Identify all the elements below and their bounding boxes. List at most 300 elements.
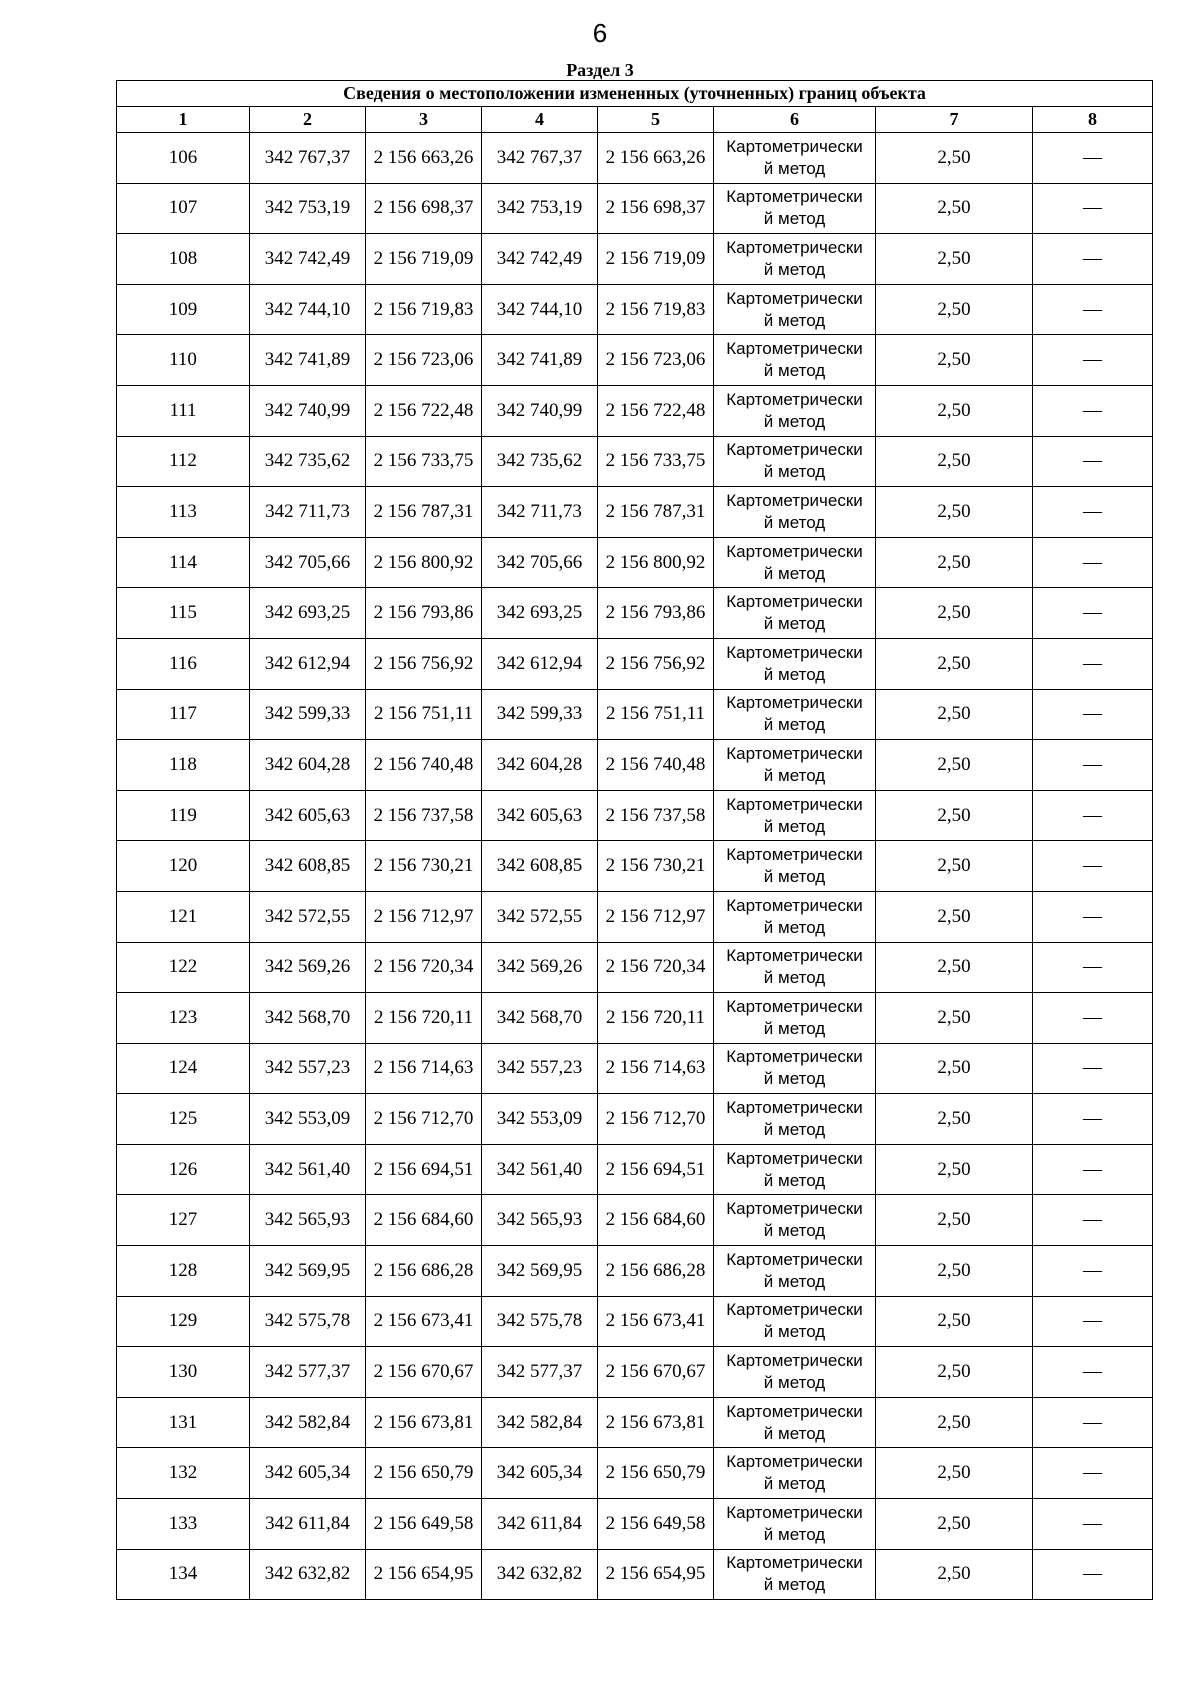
page-number: 6 xyxy=(592,18,608,48)
note-cell: — xyxy=(1033,1549,1153,1600)
point-number-cell: 130 xyxy=(117,1347,250,1398)
method-cell xyxy=(714,689,876,740)
point-number-cell: 131 xyxy=(117,1397,250,1448)
table-row xyxy=(117,1397,1153,1448)
method-cell xyxy=(714,588,876,639)
method-line-1: Картометрически xyxy=(726,1452,863,1472)
note-cell: — xyxy=(1033,1195,1153,1246)
method-line-2: й метод xyxy=(763,361,826,381)
existing-x-cell: 342 565,93 xyxy=(250,1195,366,1246)
note-cell: — xyxy=(1033,689,1153,740)
note-cell: — xyxy=(1033,1448,1153,1499)
method-cell xyxy=(714,1144,876,1195)
method-cell xyxy=(714,942,876,993)
accuracy-cell: 2,50 xyxy=(876,1195,1033,1246)
existing-y-cell: 2 156 719,83 xyxy=(366,284,482,335)
method-line-2: й метод xyxy=(763,158,826,178)
refined-x-cell: 342 767,37 xyxy=(482,133,598,184)
accuracy-cell: 2,50 xyxy=(876,537,1033,588)
method-line-2: й метод xyxy=(763,462,826,482)
accuracy-cell: 2,50 xyxy=(876,942,1033,993)
note-cell: — xyxy=(1033,1397,1153,1448)
point-number-cell: 129 xyxy=(117,1296,250,1347)
method-line-1: Картометрически xyxy=(726,592,863,612)
existing-y-cell: 2 156 714,63 xyxy=(366,1043,482,1094)
refined-x-cell: 342 711,73 xyxy=(482,487,598,538)
refined-x-cell: 342 741,89 xyxy=(482,335,598,386)
accuracy-cell: 2,50 xyxy=(876,1499,1033,1550)
column-number: 4 xyxy=(482,107,598,133)
accuracy-cell: 2,50 xyxy=(876,234,1033,285)
table-row xyxy=(117,790,1153,841)
refined-x-cell: 342 632,82 xyxy=(482,1549,598,1600)
table-row xyxy=(117,1549,1153,1600)
table-row xyxy=(117,487,1153,538)
table-row xyxy=(117,891,1153,942)
accuracy-cell: 2,50 xyxy=(876,588,1033,639)
note-cell: — xyxy=(1033,183,1153,234)
method-line-2: й метод xyxy=(763,1373,826,1393)
accuracy-cell: 2,50 xyxy=(876,841,1033,892)
method-line-2: й метод xyxy=(763,1322,826,1342)
method-cell xyxy=(714,790,876,841)
point-number-cell: 118 xyxy=(117,740,250,791)
note-cell: — xyxy=(1033,1347,1153,1398)
table-row xyxy=(117,385,1153,436)
method-line-2: й метод xyxy=(763,664,826,684)
note-cell: — xyxy=(1033,891,1153,942)
method-line-2: й метод xyxy=(763,411,826,431)
point-number-cell: 116 xyxy=(117,638,250,689)
column-number: 7 xyxy=(876,107,1033,133)
method-line-1: Картометрически xyxy=(726,1300,863,1320)
method-line-1: Картометрически xyxy=(726,845,863,865)
method-line-1: Картометрически xyxy=(726,794,863,814)
table-row xyxy=(117,740,1153,791)
point-number-cell: 133 xyxy=(117,1499,250,1550)
table-row xyxy=(117,537,1153,588)
refined-y-cell: 2 156 684,60 xyxy=(598,1195,714,1246)
existing-y-cell: 2 156 670,67 xyxy=(366,1347,482,1398)
table-body xyxy=(117,133,1153,1600)
point-number-cell: 114 xyxy=(117,537,250,588)
table-row xyxy=(117,1296,1153,1347)
note-cell: — xyxy=(1033,841,1153,892)
method-cell xyxy=(714,740,876,791)
method-line-2: й метод xyxy=(763,917,826,937)
refined-y-cell: 2 156 670,67 xyxy=(598,1347,714,1398)
method-line-1: Картометрически xyxy=(726,187,863,207)
method-line-2: й метод xyxy=(763,1018,826,1038)
table-row xyxy=(117,689,1153,740)
accuracy-cell: 2,50 xyxy=(876,1043,1033,1094)
refined-x-cell: 342 744,10 xyxy=(482,284,598,335)
existing-x-cell: 342 741,89 xyxy=(250,335,366,386)
point-number-cell: 122 xyxy=(117,942,250,993)
table-row xyxy=(117,1144,1153,1195)
existing-x-cell: 342 599,33 xyxy=(250,689,366,740)
boundary-coordinates-table xyxy=(116,80,1153,1600)
existing-y-cell: 2 156 698,37 xyxy=(366,183,482,234)
method-line-1: Картометрически xyxy=(726,1502,863,1522)
method-cell xyxy=(714,133,876,184)
refined-x-cell: 342 705,66 xyxy=(482,537,598,588)
existing-y-cell: 2 156 712,97 xyxy=(366,891,482,942)
existing-y-cell: 2 156 684,60 xyxy=(366,1195,482,1246)
refined-y-cell: 2 156 649,58 xyxy=(598,1499,714,1550)
existing-x-cell: 342 693,25 xyxy=(250,588,366,639)
note-cell: — xyxy=(1033,234,1153,285)
method-line-1: Картометрически xyxy=(726,136,863,156)
method-line-1: Картометрически xyxy=(726,693,863,713)
table-caption: Сведения о местоположении измененных (уточненных) границ объекта xyxy=(117,81,1153,107)
method-line-2: й метод xyxy=(763,1120,826,1140)
method-cell xyxy=(714,841,876,892)
refined-y-cell: 2 156 694,51 xyxy=(598,1144,714,1195)
accuracy-cell: 2,50 xyxy=(876,993,1033,1044)
note-cell: — xyxy=(1033,537,1153,588)
method-line-2: й метод xyxy=(763,563,826,583)
point-number-cell: 111 xyxy=(117,385,250,436)
refined-x-cell: 342 608,85 xyxy=(482,841,598,892)
refined-y-cell: 2 156 719,83 xyxy=(598,284,714,335)
existing-y-cell: 2 156 663,26 xyxy=(366,133,482,184)
existing-y-cell: 2 156 733,75 xyxy=(366,436,482,487)
existing-x-cell: 342 557,23 xyxy=(250,1043,366,1094)
accuracy-cell: 2,50 xyxy=(876,284,1033,335)
existing-x-cell: 342 569,95 xyxy=(250,1246,366,1297)
accuracy-cell: 2,50 xyxy=(876,790,1033,841)
method-cell xyxy=(714,183,876,234)
method-line-1: Картометрически xyxy=(726,1199,863,1219)
method-line-1: Картометрически xyxy=(726,288,863,308)
refined-x-cell: 342 557,23 xyxy=(482,1043,598,1094)
point-number-cell: 120 xyxy=(117,841,250,892)
note-cell: — xyxy=(1033,790,1153,841)
method-line-2: й метод xyxy=(763,1524,826,1544)
existing-x-cell: 342 753,19 xyxy=(250,183,366,234)
method-line-2: й метод xyxy=(763,512,826,532)
accuracy-cell: 2,50 xyxy=(876,638,1033,689)
note-cell: — xyxy=(1033,1499,1153,1550)
existing-y-cell: 2 156 686,28 xyxy=(366,1246,482,1297)
point-number-cell: 125 xyxy=(117,1094,250,1145)
existing-y-cell: 2 156 673,41 xyxy=(366,1296,482,1347)
existing-y-cell: 2 156 787,31 xyxy=(366,487,482,538)
refined-y-cell: 2 156 740,48 xyxy=(598,740,714,791)
method-cell xyxy=(714,335,876,386)
point-number-cell: 106 xyxy=(117,133,250,184)
existing-y-cell: 2 156 800,92 xyxy=(366,537,482,588)
accuracy-cell: 2,50 xyxy=(876,1144,1033,1195)
method-line-2: й метод xyxy=(763,1221,826,1241)
method-line-1: Картометрически xyxy=(726,996,863,1016)
note-cell: — xyxy=(1033,588,1153,639)
point-number-cell: 119 xyxy=(117,790,250,841)
method-cell xyxy=(714,487,876,538)
method-line-2: й метод xyxy=(763,1170,826,1190)
refined-y-cell: 2 156 737,58 xyxy=(598,790,714,841)
refined-x-cell: 342 612,94 xyxy=(482,638,598,689)
existing-y-cell: 2 156 751,11 xyxy=(366,689,482,740)
accuracy-cell: 2,50 xyxy=(876,1448,1033,1499)
point-number-cell: 117 xyxy=(117,689,250,740)
point-number-cell: 126 xyxy=(117,1144,250,1195)
existing-x-cell: 342 605,34 xyxy=(250,1448,366,1499)
table-row xyxy=(117,1448,1153,1499)
point-number-cell: 113 xyxy=(117,487,250,538)
table-row xyxy=(117,183,1153,234)
method-cell xyxy=(714,993,876,1044)
refined-x-cell: 342 569,95 xyxy=(482,1246,598,1297)
existing-y-cell: 2 156 650,79 xyxy=(366,1448,482,1499)
refined-y-cell: 2 156 733,75 xyxy=(598,436,714,487)
refined-x-cell: 342 605,63 xyxy=(482,790,598,841)
accuracy-cell: 2,50 xyxy=(876,436,1033,487)
table-row xyxy=(117,1094,1153,1145)
refined-x-cell: 342 611,84 xyxy=(482,1499,598,1550)
point-number-cell: 115 xyxy=(117,588,250,639)
method-line-1: Картометрически xyxy=(726,1047,863,1067)
point-number-cell: 127 xyxy=(117,1195,250,1246)
method-cell xyxy=(714,1296,876,1347)
method-line-2: й метод xyxy=(763,816,826,836)
note-cell: — xyxy=(1033,133,1153,184)
note-cell: — xyxy=(1033,1144,1153,1195)
accuracy-cell: 2,50 xyxy=(876,891,1033,942)
method-cell xyxy=(714,537,876,588)
note-cell: — xyxy=(1033,1043,1153,1094)
refined-x-cell: 342 604,28 xyxy=(482,740,598,791)
existing-x-cell: 342 632,82 xyxy=(250,1549,366,1600)
refined-y-cell: 2 156 800,92 xyxy=(598,537,714,588)
point-number-cell: 128 xyxy=(117,1246,250,1297)
method-line-2: й метод xyxy=(763,1575,826,1595)
existing-x-cell: 342 612,94 xyxy=(250,638,366,689)
method-line-2: й метод xyxy=(763,765,826,785)
column-number-row xyxy=(117,107,1153,133)
point-number-cell: 107 xyxy=(117,183,250,234)
existing-x-cell: 342 561,40 xyxy=(250,1144,366,1195)
method-cell xyxy=(714,284,876,335)
accuracy-cell: 2,50 xyxy=(876,740,1033,791)
table-row xyxy=(117,993,1153,1044)
existing-y-cell: 2 156 723,06 xyxy=(366,335,482,386)
table-row xyxy=(117,1195,1153,1246)
refined-y-cell: 2 156 720,34 xyxy=(598,942,714,993)
method-cell xyxy=(714,1246,876,1297)
existing-x-cell: 342 608,85 xyxy=(250,841,366,892)
column-number: 3 xyxy=(366,107,482,133)
existing-y-cell: 2 156 740,48 xyxy=(366,740,482,791)
refined-y-cell: 2 156 686,28 xyxy=(598,1246,714,1297)
refined-y-cell: 2 156 673,41 xyxy=(598,1296,714,1347)
existing-x-cell: 342 711,73 xyxy=(250,487,366,538)
point-number-cell: 110 xyxy=(117,335,250,386)
existing-y-cell: 2 156 756,92 xyxy=(366,638,482,689)
refined-y-cell: 2 156 751,11 xyxy=(598,689,714,740)
method-cell xyxy=(714,1347,876,1398)
accuracy-cell: 2,50 xyxy=(876,1094,1033,1145)
existing-x-cell: 342 605,63 xyxy=(250,790,366,841)
method-line-1: Картометрически xyxy=(726,237,863,257)
existing-x-cell: 342 744,10 xyxy=(250,284,366,335)
existing-x-cell: 342 572,55 xyxy=(250,891,366,942)
refined-x-cell: 342 572,55 xyxy=(482,891,598,942)
existing-y-cell: 2 156 673,81 xyxy=(366,1397,482,1448)
method-line-1: Картометрически xyxy=(726,389,863,409)
refined-x-cell: 342 569,26 xyxy=(482,942,598,993)
accuracy-cell: 2,50 xyxy=(876,487,1033,538)
table-row xyxy=(117,284,1153,335)
existing-y-cell: 2 156 730,21 xyxy=(366,841,482,892)
point-number-cell: 109 xyxy=(117,284,250,335)
note-cell: — xyxy=(1033,284,1153,335)
method-cell xyxy=(714,891,876,942)
method-line-2: й метод xyxy=(763,968,826,988)
point-number-cell: 123 xyxy=(117,993,250,1044)
note-cell: — xyxy=(1033,487,1153,538)
column-number: 6 xyxy=(714,107,876,133)
refined-x-cell: 342 575,78 xyxy=(482,1296,598,1347)
existing-x-cell: 342 740,99 xyxy=(250,385,366,436)
table-row xyxy=(117,335,1153,386)
method-line-1: Картометрически xyxy=(726,1351,863,1371)
method-line-2: й метод xyxy=(763,1474,826,1494)
point-number-cell: 132 xyxy=(117,1448,250,1499)
method-line-1: Картометрически xyxy=(726,946,863,966)
refined-y-cell: 2 156 654,95 xyxy=(598,1549,714,1600)
existing-y-cell: 2 156 720,11 xyxy=(366,993,482,1044)
table-row xyxy=(117,234,1153,285)
table-row xyxy=(117,436,1153,487)
table-row xyxy=(117,638,1153,689)
accuracy-cell: 2,50 xyxy=(876,335,1033,386)
method-line-2: й метод xyxy=(763,715,826,735)
existing-x-cell: 342 742,49 xyxy=(250,234,366,285)
note-cell: — xyxy=(1033,942,1153,993)
refined-y-cell: 2 156 730,21 xyxy=(598,841,714,892)
method-line-1: Картометрически xyxy=(726,440,863,460)
method-cell xyxy=(714,1549,876,1600)
refined-y-cell: 2 156 720,11 xyxy=(598,993,714,1044)
refined-x-cell: 342 568,70 xyxy=(482,993,598,1044)
method-line-2: й метод xyxy=(763,310,826,330)
refined-y-cell: 2 156 714,63 xyxy=(598,1043,714,1094)
accuracy-cell: 2,50 xyxy=(876,1347,1033,1398)
refined-y-cell: 2 156 698,37 xyxy=(598,183,714,234)
table-row xyxy=(117,133,1153,184)
note-cell: — xyxy=(1033,335,1153,386)
existing-x-cell: 342 575,78 xyxy=(250,1296,366,1347)
accuracy-cell: 2,50 xyxy=(876,1549,1033,1600)
column-number: 5 xyxy=(598,107,714,133)
existing-y-cell: 2 156 722,48 xyxy=(366,385,482,436)
method-line-1: Картометрически xyxy=(726,642,863,662)
method-line-1: Картометрически xyxy=(726,339,863,359)
method-cell xyxy=(714,1397,876,1448)
table-row xyxy=(117,1347,1153,1398)
refined-y-cell: 2 156 787,31 xyxy=(598,487,714,538)
refined-x-cell: 342 605,34 xyxy=(482,1448,598,1499)
refined-y-cell: 2 156 712,97 xyxy=(598,891,714,942)
method-cell xyxy=(714,1043,876,1094)
method-cell xyxy=(714,1195,876,1246)
method-line-2: й метод xyxy=(763,1271,826,1291)
table-row xyxy=(117,588,1153,639)
refined-y-cell: 2 156 663,26 xyxy=(598,133,714,184)
refined-x-cell: 342 742,49 xyxy=(482,234,598,285)
existing-x-cell: 342 611,84 xyxy=(250,1499,366,1550)
table-row xyxy=(117,1499,1153,1550)
section-title: Раздел 3 xyxy=(566,60,634,80)
method-line-1: Картометрически xyxy=(726,1249,863,1269)
method-line-1: Картометрически xyxy=(726,541,863,561)
existing-x-cell: 342 553,09 xyxy=(250,1094,366,1145)
accuracy-cell: 2,50 xyxy=(876,1296,1033,1347)
column-number: 8 xyxy=(1033,107,1153,133)
accuracy-cell: 2,50 xyxy=(876,183,1033,234)
table-row xyxy=(117,942,1153,993)
existing-y-cell: 2 156 737,58 xyxy=(366,790,482,841)
method-line-1: Картометрически xyxy=(726,1148,863,1168)
method-cell xyxy=(714,1499,876,1550)
accuracy-cell: 2,50 xyxy=(876,385,1033,436)
refined-y-cell: 2 156 793,86 xyxy=(598,588,714,639)
method-cell xyxy=(714,1094,876,1145)
existing-x-cell: 342 577,37 xyxy=(250,1347,366,1398)
note-cell: — xyxy=(1033,638,1153,689)
table-row xyxy=(117,1246,1153,1297)
refined-y-cell: 2 156 756,92 xyxy=(598,638,714,689)
refined-y-cell: 2 156 722,48 xyxy=(598,385,714,436)
refined-x-cell: 342 693,25 xyxy=(482,588,598,639)
method-line-1: Картометрически xyxy=(726,490,863,510)
refined-x-cell: 342 561,40 xyxy=(482,1144,598,1195)
column-number: 2 xyxy=(250,107,366,133)
note-cell: — xyxy=(1033,740,1153,791)
existing-x-cell: 342 569,26 xyxy=(250,942,366,993)
accuracy-cell: 2,50 xyxy=(876,1246,1033,1297)
note-cell: — xyxy=(1033,1094,1153,1145)
refined-x-cell: 342 582,84 xyxy=(482,1397,598,1448)
existing-y-cell: 2 156 649,58 xyxy=(366,1499,482,1550)
refined-y-cell: 2 156 719,09 xyxy=(598,234,714,285)
refined-y-cell: 2 156 673,81 xyxy=(598,1397,714,1448)
point-number-cell: 108 xyxy=(117,234,250,285)
refined-y-cell: 2 156 723,06 xyxy=(598,335,714,386)
method-cell xyxy=(714,436,876,487)
point-number-cell: 121 xyxy=(117,891,250,942)
table-row xyxy=(117,841,1153,892)
method-line-2: й метод xyxy=(763,1423,826,1443)
table-row xyxy=(117,1043,1153,1094)
method-cell xyxy=(714,1448,876,1499)
existing-y-cell: 2 156 654,95 xyxy=(366,1549,482,1600)
existing-y-cell: 2 156 793,86 xyxy=(366,588,482,639)
refined-x-cell: 342 553,09 xyxy=(482,1094,598,1145)
refined-x-cell: 342 565,93 xyxy=(482,1195,598,1246)
accuracy-cell: 2,50 xyxy=(876,689,1033,740)
existing-y-cell: 2 156 719,09 xyxy=(366,234,482,285)
method-cell xyxy=(714,385,876,436)
existing-x-cell: 342 767,37 xyxy=(250,133,366,184)
refined-x-cell: 342 753,19 xyxy=(482,183,598,234)
column-number: 1 xyxy=(117,107,250,133)
method-line-2: й метод xyxy=(763,867,826,887)
existing-x-cell: 342 604,28 xyxy=(250,740,366,791)
note-cell: — xyxy=(1033,1296,1153,1347)
